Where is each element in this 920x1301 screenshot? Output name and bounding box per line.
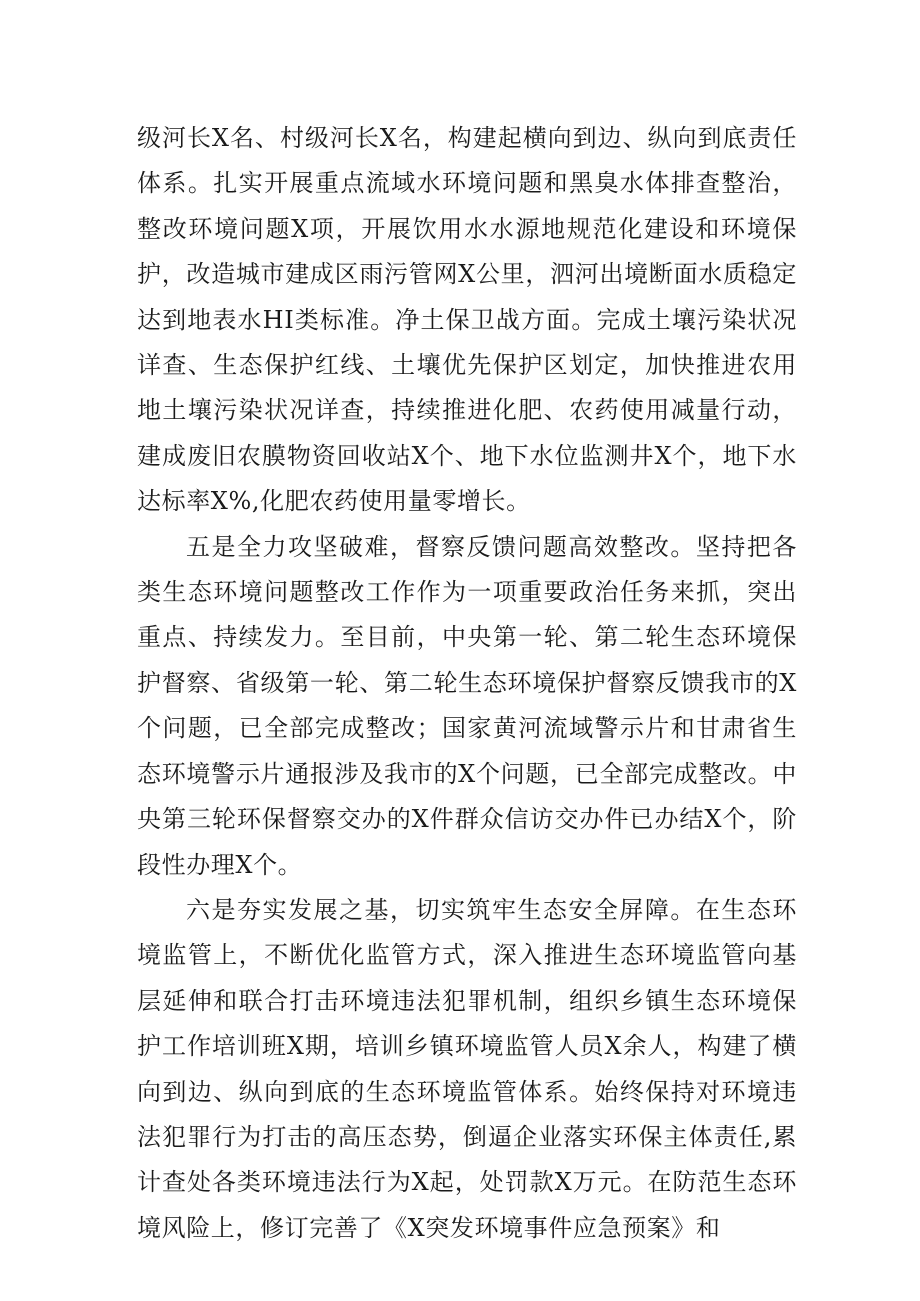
paragraph-water-soil-protection: 级河长X名、村级河长X名，构建起横向到边、纵向到底责任体系。扎实开展重点流域水环境问题和黑臭水体排查整治，整改环境问题X项，开展饮用水水源地规范化建设和环境保护，改造城市建成区雨污管网X公里，泗河出境断面水质稳定达到地表水HI类标准。净土保卫战方面。完成土壤污染状况详查、生态保护红线、土壤优先保护区划定，加快推进农用地土壤污染状况详查，持续推进化肥、农药使用减量行动，建成废旧农膜物资回收站X个、地下水位监测井X个，地下水达标率X%,化肥农药使用量零增长。 — [137, 124, 797, 516]
paragraph-ecological-security: 六是夯实发展之基，切实筑牢生态安全屏障。在生态环境监管上，不断优化监管方式，深入推进生态环境监管向基层延伸和联合打击环境违法犯罪机制，组织乡镇生态环境保护工作培训班X期，培训乡镇环境监管人员X余人，构建了横向到边、纵向到底的生态环境监管体系。始终保持对环境违法犯罪行为打击的高压态势，倒逼企业落实环保主体责任,累计查处各类环境违法行为X起，处罚款X万元。在防范生态环境风险上，修订完善了《X突发环境事件应急预案》和 — [137, 895, 797, 1242]
paragraph-inspection-rectification: 五是全力攻坚破难，督察反馈问题高效整改。坚持把各类生态环境问题整改工作作为一项重要政治任务来抓，突出重点、持续发力。至目前，中央第一轮、第二轮生态环境保护督察、省级第一轮、第二轮生态环境保护督察反馈我市的X个问题，已全部完成整改；国家黄河流域警示片和甘肃省生态环境警示片通报涉及我市的X个问题，已全部完成整改。中央第三轮环保督察交办的X件群众信访交办件已办结X个，阶段性办理X个。 — [137, 532, 797, 879]
document-body — [137, 116, 797, 1251]
